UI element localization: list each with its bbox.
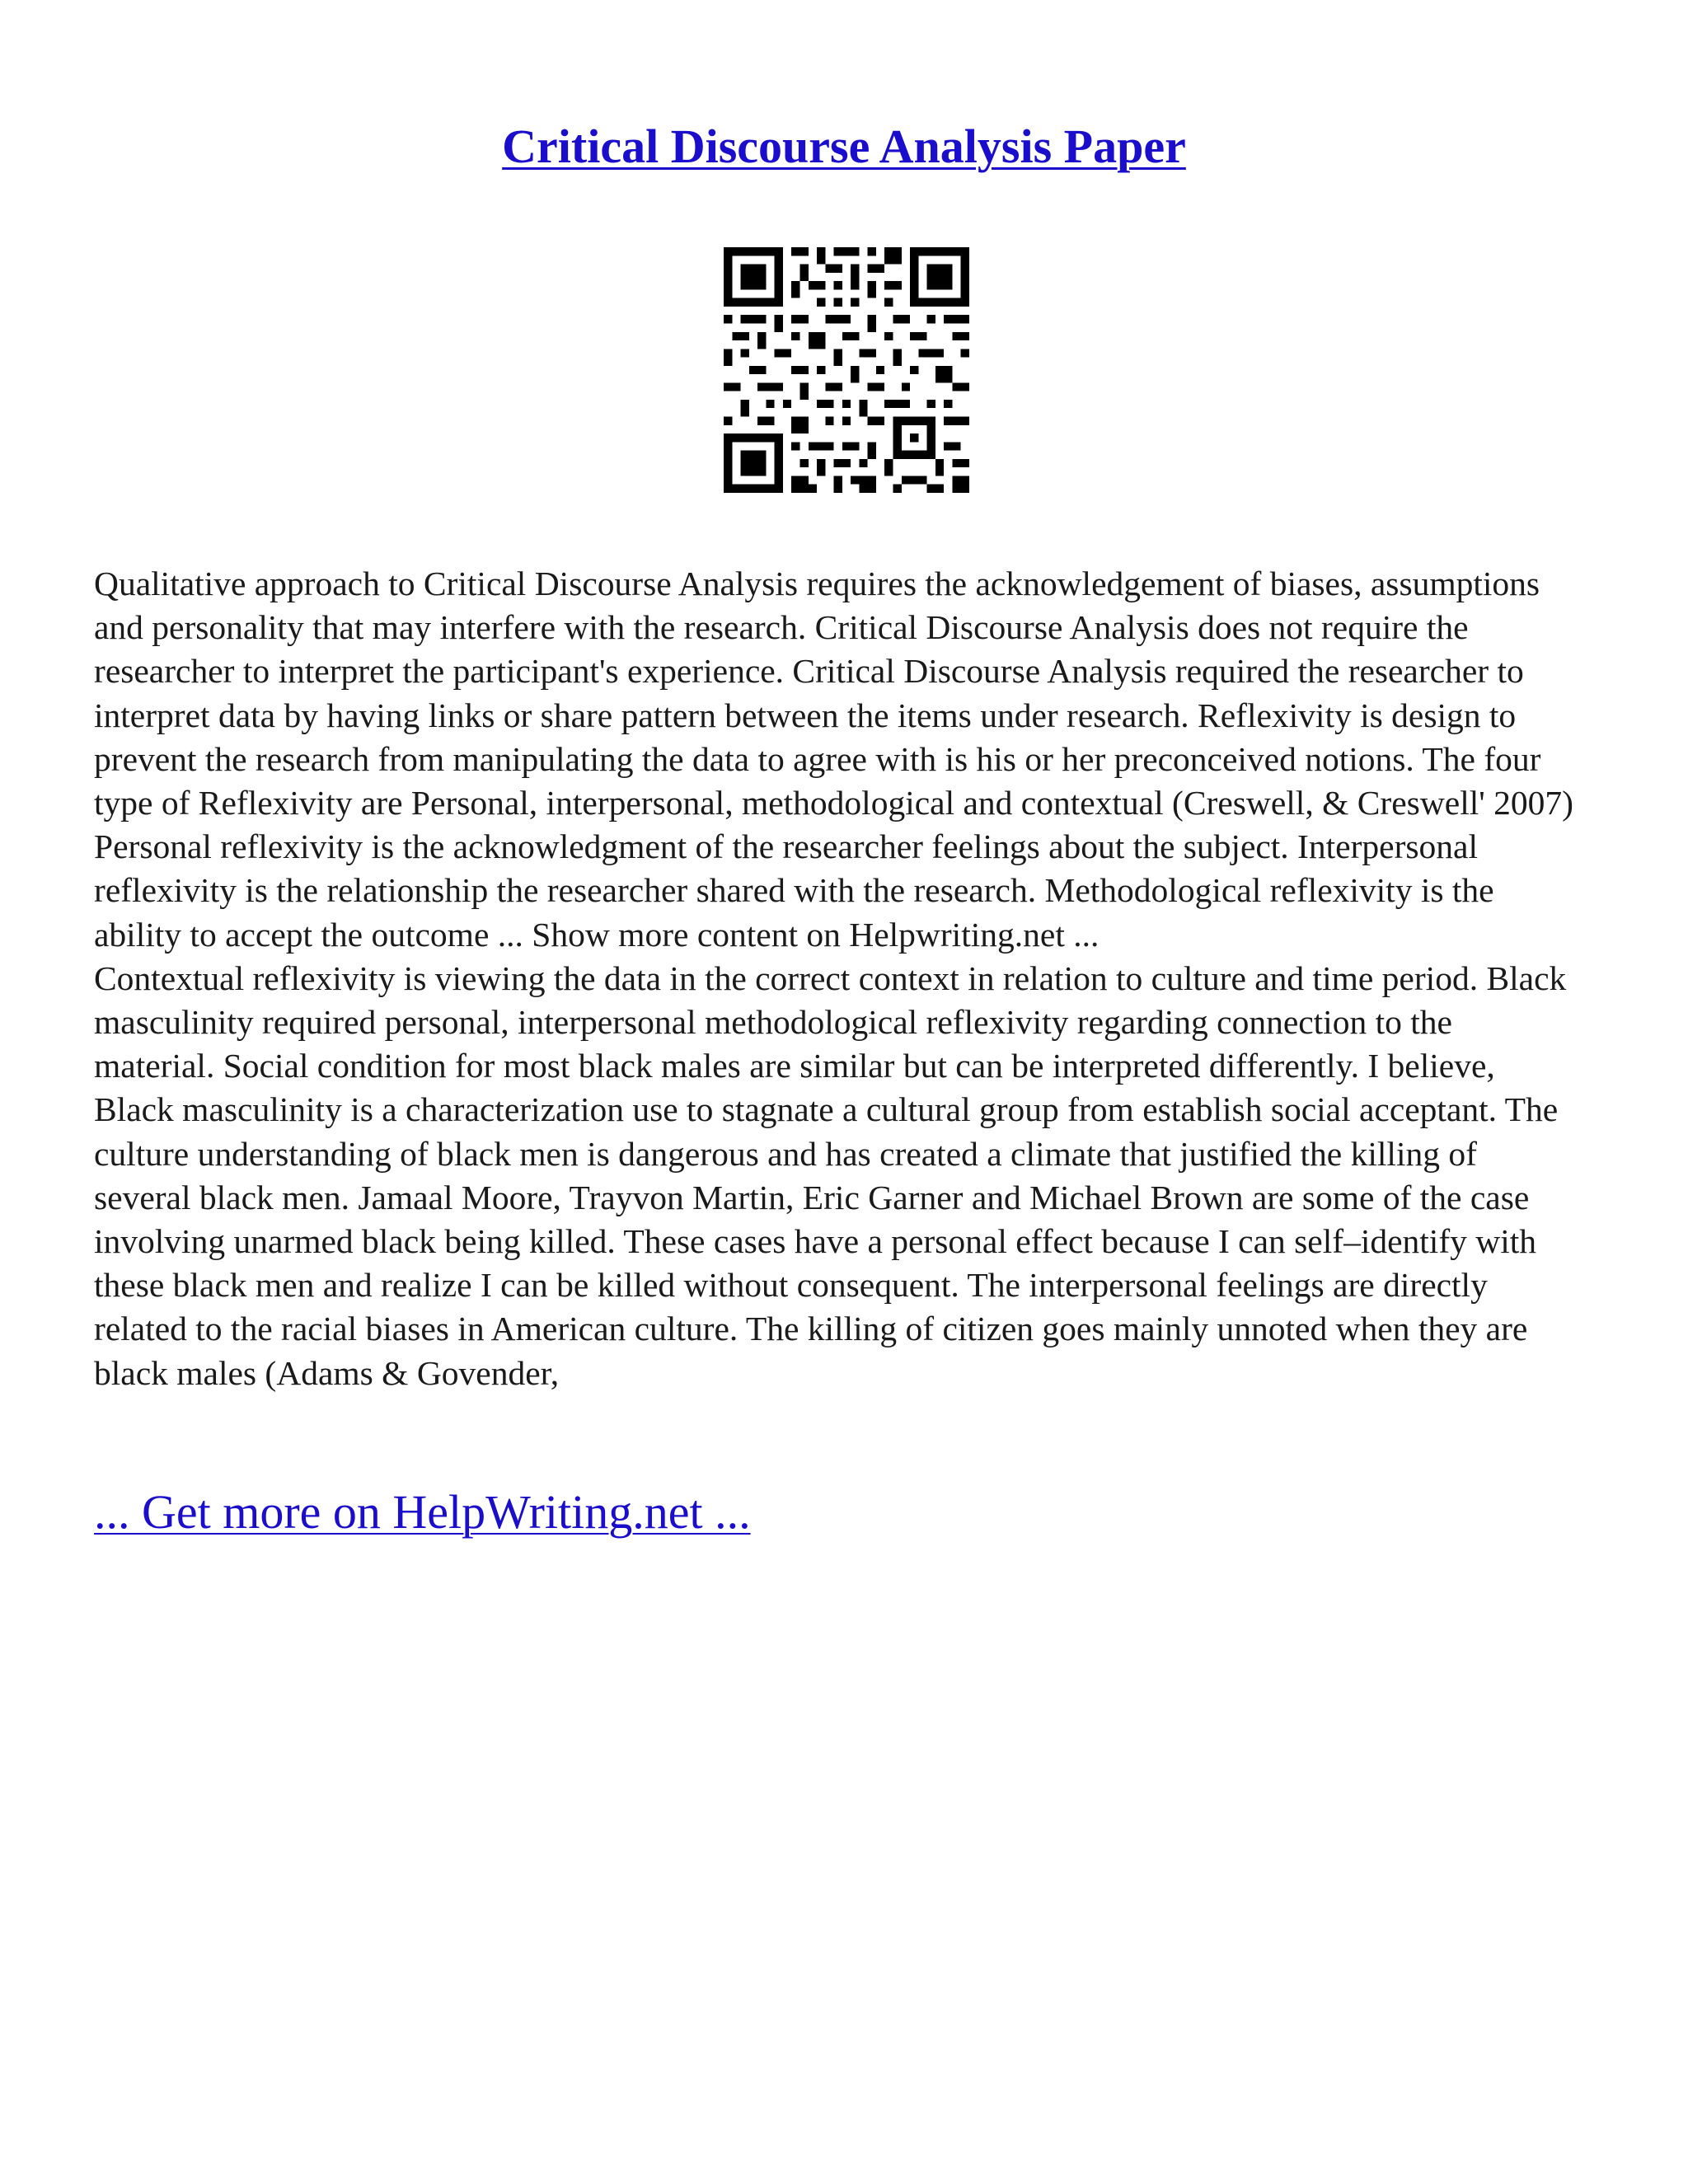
- title-link[interactable]: Critical Discourse Analysis Paper: [502, 120, 1186, 173]
- get-more-link[interactable]: ... Get more on HelpWriting.net ...: [94, 1485, 751, 1539]
- more-link-container: [94, 1483, 751, 1541]
- document-body: [94, 562, 1578, 1395]
- qr-code-icon: [724, 247, 969, 493]
- paragraph-2: Contextual reflexivity is viewing the data in the correct context in relation to culture and time period. Black masculinity required personal, interpersonal methodological reflexivity regarding connection to the material. Social condition for most black males are similar but can be interpreted differently. I believe, Black masculinity is a characterization use to stagnate a cultural group from establish social acceptant. The culture understanding of black men is dangerous and has created a climate that justified the killing of several black men. Jamaal Moore, Trayvon Martin, Eric Garner and Michael Brown are some of the case involving unarmed black being killed. These cases have a personal effect because I can self–identify with these black men and realize I can be killed without consequent. The interpersonal feelings are directly related to the racial biases in American culture. The killing of citizen goes mainly unnoted when they are black males (Adams & Govender,: [94, 958, 1567, 1392]
- paragraph-1: Qualitative approach to Critical Discourse Analysis requires the acknowledgement of biases, assumptions and personality that may interfere with the research. Critical Discourse Analysis does not require the researcher to interpret the participant's experience. Critical Discourse Analysis required the researcher to interpret data by having links or share pattern between the items under research. Reflexivity is design to prevent the research from manipulating the data to agree with is his or her preconceived notions. The four type of Reflexivity are Personal, interpersonal, methodological and contextual (Creswell, & Creswell' 2007) Personal reflexivity is the acknowledgment of the researcher feelings about the subject. Interpersonal reflexivity is the relationship the researcher shared with the research. Methodological reflexivity is the ability to accept the outcome ... Show more content on Helpwriting.net ...: [94, 565, 1573, 954]
- page-title: [0, 114, 1688, 180]
